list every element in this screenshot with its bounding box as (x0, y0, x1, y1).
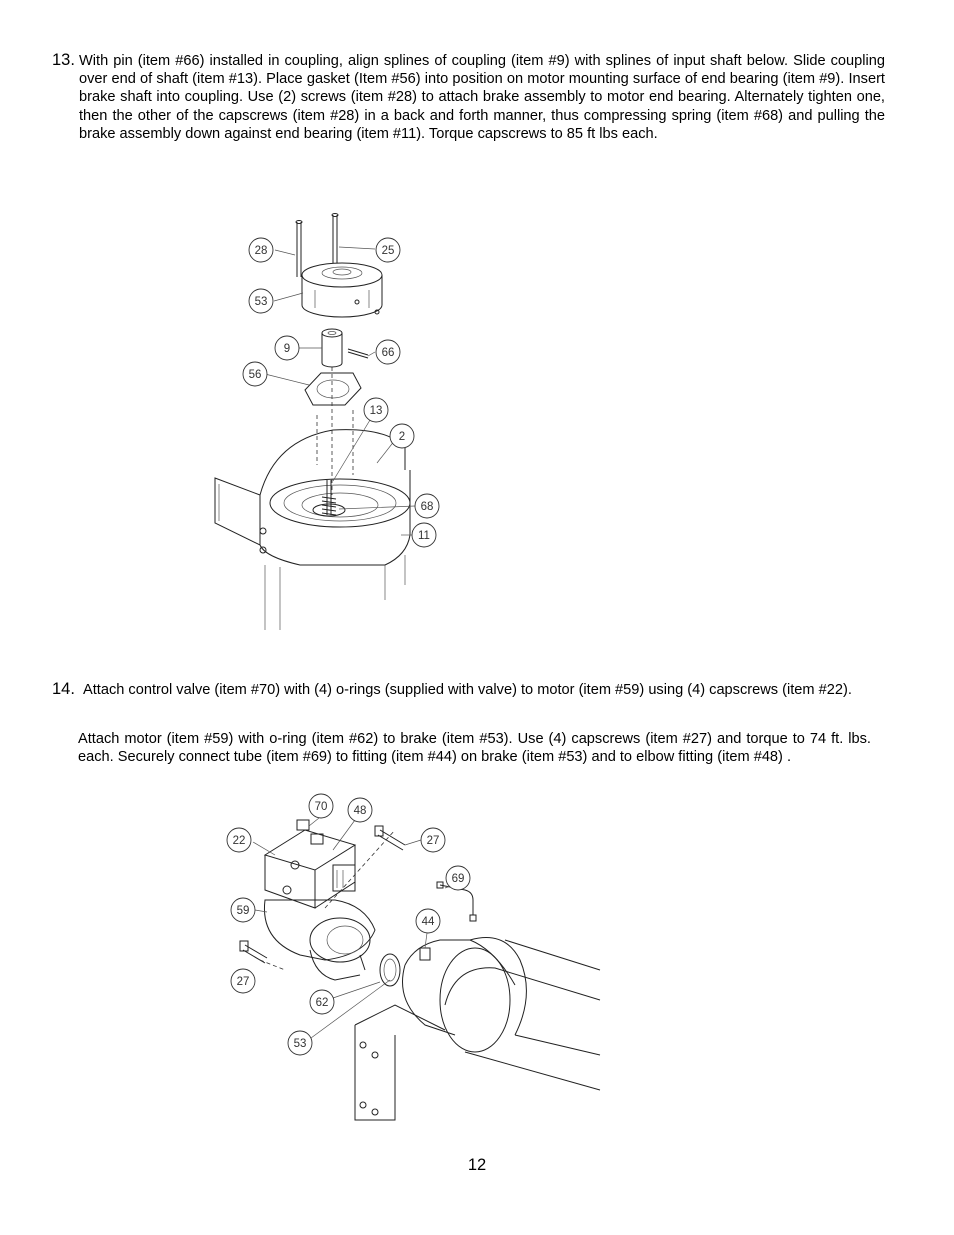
callout-53-label: 53 (254, 296, 268, 308)
callout-27-bottom-label: 27 (236, 976, 250, 988)
callout-70-label: 70 (314, 801, 328, 813)
callout-53-label: 53 (293, 1038, 307, 1050)
step-14-text: Attach control valve (item #70) with (4) o-rings (supplied with valve) to motor (item #59) using (4) capscrews (item #22). (83, 682, 852, 698)
callout-66 (376, 340, 400, 364)
gasket-56-icon (305, 373, 361, 405)
callout-22-label: 22 (232, 835, 246, 847)
callout-53 (288, 1031, 312, 1055)
callout-44-label: 44 (421, 916, 435, 928)
callout-11 (412, 523, 436, 547)
callout-44 (416, 909, 440, 933)
callout-62-label: 62 (315, 997, 329, 1009)
capscrew-25-icon (332, 214, 338, 264)
motor-valve-assembly-drawing (215, 790, 610, 1130)
step-14-number: 14. (52, 680, 75, 698)
callout-2 (390, 424, 414, 448)
capscrew-28-icon (296, 221, 302, 278)
fitting-44-icon (420, 948, 430, 960)
end-bearing-11-icon (215, 430, 410, 630)
brake-assembly-exploded-diagram (205, 205, 465, 630)
callout-48-label: 48 (353, 805, 367, 817)
callout-59-label: 59 (236, 905, 250, 917)
callout-25 (376, 238, 400, 262)
callout-69-label: 69 (451, 873, 465, 885)
brake-53-housing-icon (355, 938, 600, 1121)
callout-66-label: 66 (381, 347, 395, 359)
coupling-9-icon (322, 329, 342, 367)
callout-56 (243, 362, 267, 386)
callout-59 (231, 898, 255, 922)
callout-9-label: 9 (283, 343, 291, 355)
callout-48 (348, 798, 372, 822)
capscrew-27-top-icon (375, 826, 405, 850)
callout-9 (275, 336, 299, 360)
step-13-text: With pin (item #66) installed in coupling, align splines of coupling (item #9) with splines of input shaft below. Slide coupling over end of shaft (item #13). Place gasket (Item #56) into position on motor mounting surface of end bearing (item #9). Insert brake shaft into coupling. Use (2) screws (item #28) to attach brake assembly to motor end bearing. Alternately tighten one, then the other of the capscrews (item #28) in a back and forth manner, thus compressing spring (item #68) and pulling the brake assembly down against end bearing (item #11). Torque capscrews to 85 ft lbs each. (79, 53, 885, 142)
motor-valve-assembly-exploded-diagram (215, 790, 610, 1130)
o-ring-62-icon (380, 954, 400, 986)
callout-28 (249, 238, 273, 262)
callout-25-label: 25 (381, 245, 395, 257)
callout-56-label: 56 (248, 369, 262, 381)
callout-27-top-label: 27 (426, 835, 440, 847)
callout-11-label: 11 (418, 530, 430, 542)
brake-assembly-drawing (205, 205, 465, 630)
callout-27-top (421, 828, 445, 852)
callout-28-label: 28 (254, 245, 268, 257)
callout-53 (249, 289, 273, 313)
step-13 (52, 52, 885, 143)
callout-68-label: 68 (420, 501, 434, 513)
pin-66-icon (348, 349, 368, 358)
callout-13 (364, 398, 388, 422)
step-13-number: 13. (52, 51, 75, 69)
callout-68 (415, 494, 439, 518)
capscrew-27-bottom-icon (240, 941, 267, 963)
callout-70 (309, 794, 333, 818)
brake-53-icon (302, 263, 382, 317)
step-14-text-2: Attach motor (item #59) with o-ring (item #62) to brake (item #53). Use (4) capscrews (item #27) and torque to 74 ft. lbs. each. Securely connect tube (item #69) to fitting (item #44) on brake (item #53) and to elbow fitting (item #48) . (78, 731, 871, 766)
callout-22 (227, 828, 251, 852)
callout-27-bottom (231, 969, 255, 993)
callout-2-label: 2 (398, 431, 406, 443)
control-valve-70-icon (265, 820, 355, 908)
page-number: 12 (467, 1156, 487, 1174)
callout-62 (310, 990, 334, 1014)
step-14 (52, 681, 870, 699)
callout-69 (446, 866, 470, 890)
callout-13-label: 13 (369, 405, 383, 417)
